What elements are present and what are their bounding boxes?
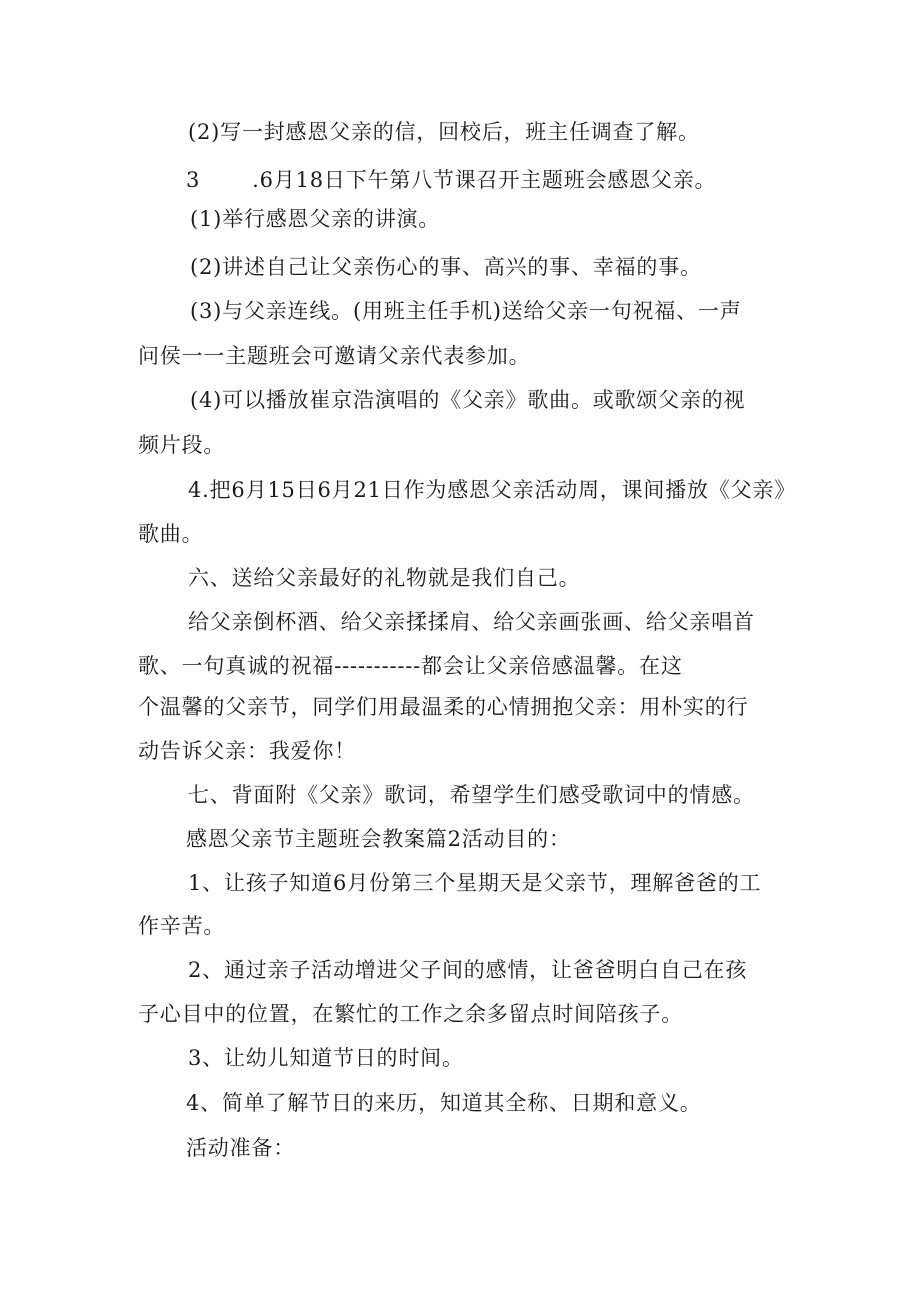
section-heading: 六、送给父亲最好的礼物就是我们自己。 bbox=[188, 566, 581, 590]
paragraph-line: 动告诉父亲：我爱你！ bbox=[138, 739, 356, 763]
paragraph-line: 歌、一句真诚的祝福-----------都会让父亲倍感温馨。在这 bbox=[138, 654, 683, 678]
paragraph-line: 个温馨的父亲节，同学们用最温柔的心情拥抱父亲：用朴实的行 bbox=[138, 695, 749, 719]
paragraph-line: 子心目中的位置，在繁忙的工作之余多留点时间陪孩子。 bbox=[138, 1002, 683, 1026]
list-text: .6月18日下午第八节课召开主题班会感恩父亲。 bbox=[252, 168, 717, 192]
paragraph-line: 4.把6月15日6月21日作为感恩父亲活动周，课间播放《父亲》 bbox=[188, 478, 796, 502]
paragraph-line: 频片段。 bbox=[138, 433, 226, 457]
paragraph-line: (2)讲述自己让父亲伤心的事、高兴的事、幸福的事。 bbox=[190, 255, 702, 279]
paragraph-line: (2)写一封感恩父亲的信，回校后，班主任调查了解。 bbox=[188, 120, 700, 144]
paragraph-line: (3)与父亲连线。(用班主任手机)送给父亲一句祝福、一声 bbox=[190, 299, 742, 323]
paragraph-line: 问侯一一主题班会可邀请父亲代表参加。 bbox=[138, 344, 531, 368]
paragraph-line: 活动准备： bbox=[186, 1136, 295, 1160]
paragraph-line: 3、让幼儿知道节日的时间。 bbox=[188, 1046, 464, 1070]
paragraph-line: 给父亲倒杯酒、给父亲揉揉肩、给父亲画张画、给父亲唱首 bbox=[188, 610, 755, 634]
paragraph-line: 歌曲。 bbox=[138, 522, 204, 546]
paragraph-line: (4)可以播放崔京浩演唱的《父亲》歌曲。或歌颂父亲的视 bbox=[190, 388, 746, 412]
list-number: 3 bbox=[186, 168, 201, 192]
section-heading: 感恩父亲节主题班会教案篇2活动目的： bbox=[186, 827, 571, 851]
paragraph-line: 2、通过亲子活动增进父子间的感情，让爸爸明白自己在孩 bbox=[188, 958, 748, 982]
section-heading: 七、背面附《父亲》歌词，希望学生们感受歌词中的情感。 bbox=[188, 783, 755, 807]
paragraph-line: 1、让孩子知道6月份第三个星期天是父亲节，理解爸爸的工 bbox=[188, 871, 762, 895]
paragraph-line: 4、简单了解节日的来历，知道其全称、日期和意义。 bbox=[186, 1091, 702, 1115]
paragraph-line bbox=[186, 165, 716, 195]
paragraph-line: (1)举行感恩父亲的讲演。 bbox=[190, 207, 441, 231]
paragraph-line: 作辛苦。 bbox=[138, 914, 226, 938]
